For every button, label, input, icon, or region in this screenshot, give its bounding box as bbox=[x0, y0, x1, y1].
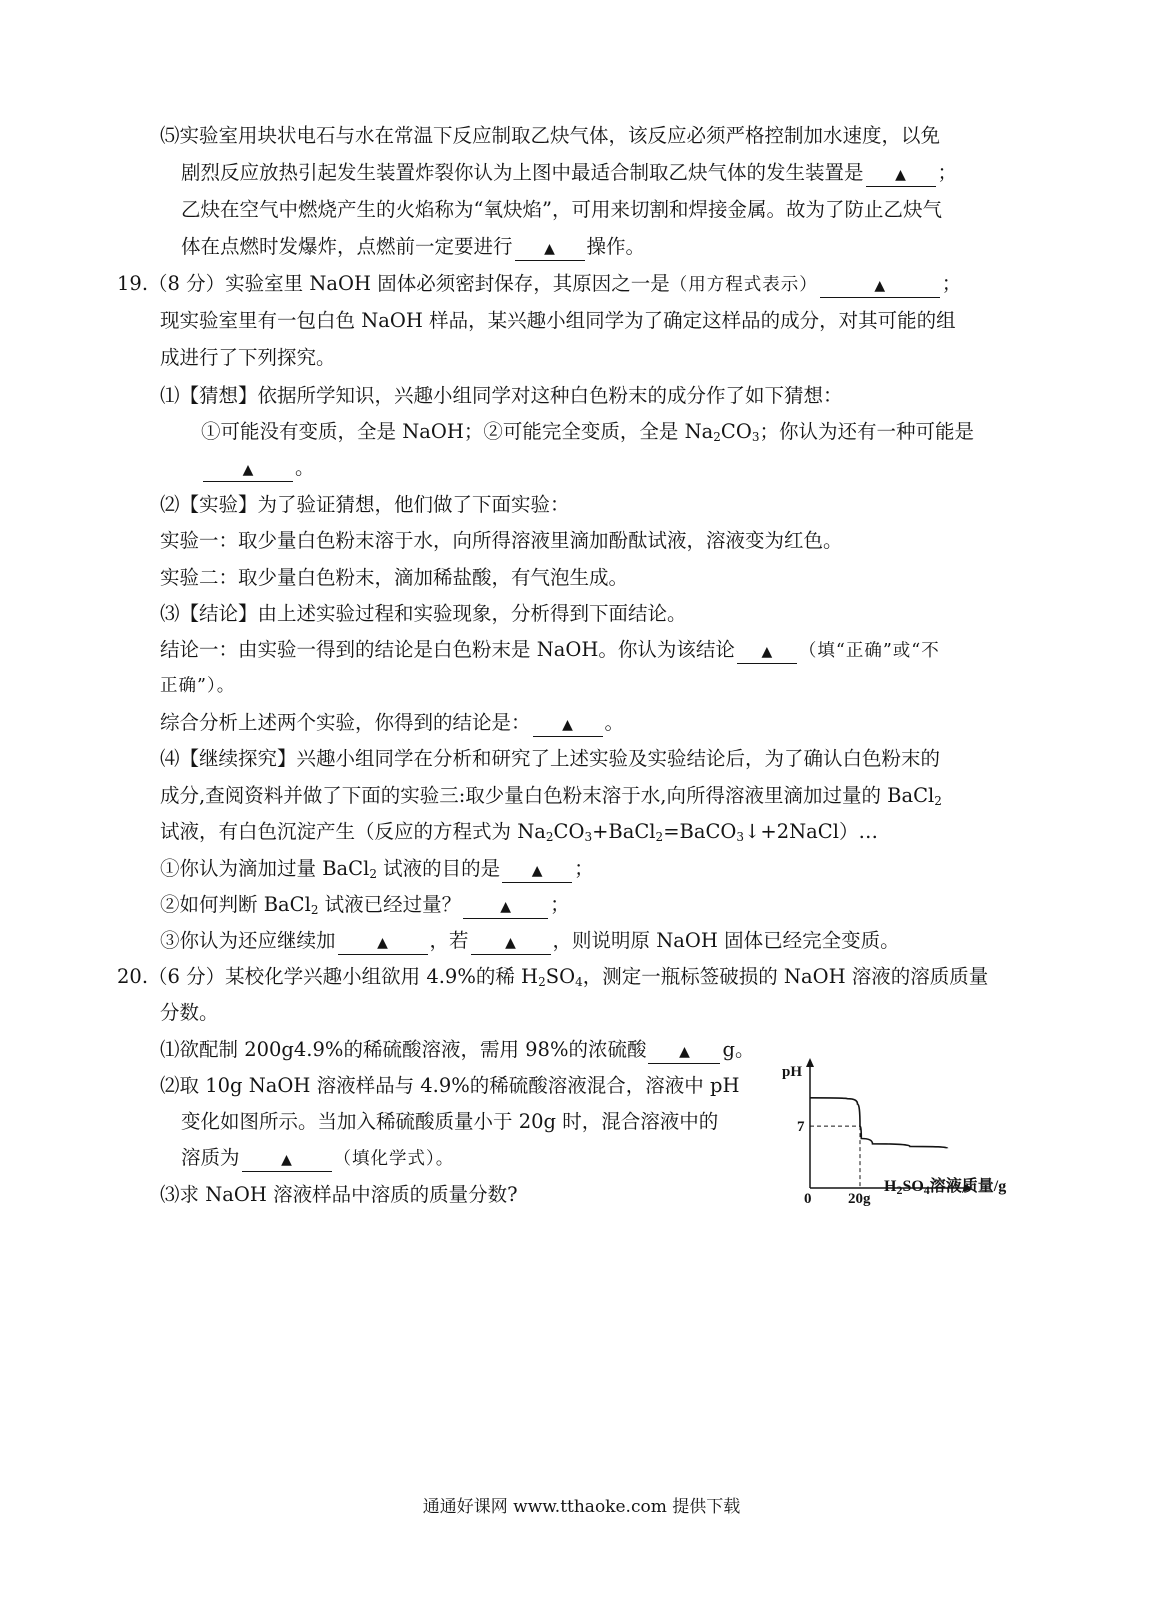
q20-text: ，测定一瓶标签破损的 NaOH 溶液的溶质质量 bbox=[582, 965, 989, 988]
x-axis-label bbox=[884, 1173, 1006, 1196]
x-tick-label: 0 bbox=[804, 1191, 812, 1207]
question-text: ； bbox=[550, 893, 570, 916]
ph-curve bbox=[810, 1098, 948, 1148]
triangle-icon: ▲ bbox=[874, 278, 886, 294]
q19-conclusion2 bbox=[160, 710, 624, 737]
q19-line3: 成进行了下列探究。 bbox=[160, 346, 336, 369]
part4-text: +BaCl bbox=[592, 820, 656, 843]
period: 。 bbox=[295, 456, 315, 479]
guess-text: ①可能没有变质，全是 NaOH；②可能完全变质，全是 Na bbox=[201, 420, 714, 443]
triangle-icon: ▲ bbox=[377, 935, 388, 951]
q19-part3: ⑶【结论】由上述实验过程和实验现象，分析得到下面结论。 bbox=[160, 602, 687, 625]
question-text: 试液已经过量？ bbox=[318, 893, 462, 916]
q18-p5-line2 bbox=[181, 160, 957, 187]
q18-p5-line1: ⑸实验室用块状电石与水在常温下反应制取乙炔气体，该反应必须严格控制加水速度，以免 bbox=[160, 124, 941, 147]
triangle-icon: ▲ bbox=[281, 1152, 292, 1168]
triangle-icon: ▲ bbox=[761, 644, 773, 660]
y-axis-arrow-icon bbox=[806, 1058, 814, 1067]
question-text: ③你认为还应继续加 bbox=[160, 929, 336, 952]
q20-text: ⑴欲配制 200g4.9%的稀硫酸溶液，需用 98%的浓硫酸 bbox=[160, 1038, 647, 1061]
answer-blank[interactable] bbox=[502, 858, 572, 883]
period: 。 bbox=[604, 711, 625, 734]
question-text: ②如何判断 BaCl bbox=[160, 893, 311, 916]
subscript: 2 bbox=[655, 830, 664, 844]
subscript: 3 bbox=[584, 830, 593, 844]
conclusion-text: 综合分析上述两个实验，你得到的结论是： bbox=[160, 711, 531, 734]
subscript: 2 bbox=[545, 830, 554, 844]
x-tick-label: 20g bbox=[848, 1191, 871, 1207]
q18-p5-line4-end: 操作。 bbox=[586, 235, 646, 258]
subscript: 3 bbox=[736, 830, 745, 844]
guess-text: ；你认为还有一种可能是 bbox=[759, 420, 974, 443]
q20-hint: （填化学式）。 bbox=[333, 1149, 455, 1169]
question-text: ，若 bbox=[429, 929, 469, 952]
y-tick-label: 7 bbox=[797, 1119, 805, 1136]
part4-text: 试液，有白色沉淀产生（反应的方程式为 Na bbox=[160, 820, 546, 843]
q18-p5-line4-text: 体在点燃时发爆炸，点燃前一定要进行 bbox=[181, 235, 513, 258]
q19-part4-line3 bbox=[160, 819, 878, 845]
y-axis-label: pH bbox=[782, 1064, 803, 1080]
q19-line1-end: ； bbox=[941, 272, 962, 295]
question-text: ①你认为滴加过量 BaCl bbox=[160, 857, 370, 880]
q19-line1-hint: （用方程式表示） bbox=[669, 275, 818, 295]
q20-text: g。 bbox=[722, 1038, 755, 1061]
conclusion-hint: （填“正确”或“不 bbox=[798, 641, 940, 661]
answer-blank[interactable] bbox=[820, 273, 940, 298]
answer-blank[interactable] bbox=[533, 712, 603, 737]
triangle-icon: ▲ bbox=[500, 899, 512, 915]
q20-part2-line1: ⑵取 10g NaOH 溶液样品与 4.9%的稀硫酸溶液混合，溶液中 pH bbox=[160, 1074, 740, 1097]
q19-line1-text: （8 分）实验室里 NaOH 固体必须密封保存，其原因之一是 bbox=[148, 272, 670, 295]
conclusion-text: 结论一：由实验一得到的结论是白色粉末是 NaOH。你认为该结论 bbox=[160, 638, 735, 661]
question-text: ； bbox=[574, 857, 594, 880]
q20-text: （6 分）某校化学兴趣小组欲用 4.9%的稀 H bbox=[148, 965, 539, 988]
q18-p5-line3: 乙炔在空气中燃烧产生的火焰称为“氧炔焰”，可用来切割和焊接金属。故为了防止乙炔气 bbox=[181, 198, 942, 221]
q18-p5-line2-text: 剧烈反应放热引起发生装置炸裂你认为上图中最适合制取乙炔气体的发生装置是 bbox=[181, 161, 864, 184]
q19-part1: ⑴【猜想】依据所学知识，兴趣小组同学对这种白色粉末的成分作了如下猜想： bbox=[160, 384, 843, 407]
subscript: 2 bbox=[538, 975, 546, 989]
footer: 通通好课网 www.tthaoke.com 提供下载 bbox=[422, 1497, 741, 1517]
q20-line2: 分数。 bbox=[160, 1001, 219, 1024]
answer-blank[interactable] bbox=[463, 894, 548, 919]
subscript: 2 bbox=[713, 430, 721, 444]
q20-part3: ⑶求 NaOH 溶液样品中溶质的质量分数? bbox=[160, 1183, 518, 1206]
q19-line2: 现实验室里有一包白色 NaOH 样品，某兴趣小组同学为了确定这样品的成分，对其可能的组 bbox=[160, 309, 956, 332]
subscript: 3 bbox=[751, 430, 760, 444]
answer-blank[interactable] bbox=[866, 162, 936, 187]
subscript: 2 bbox=[934, 794, 942, 808]
triangle-icon: ▲ bbox=[531, 863, 543, 879]
q19-part4-qc bbox=[160, 928, 900, 955]
q19-part1-guess bbox=[201, 419, 974, 445]
answer-blank[interactable] bbox=[737, 639, 797, 664]
q19-line1 bbox=[117, 271, 961, 298]
answer-blank[interactable] bbox=[338, 930, 428, 955]
answer-blank[interactable] bbox=[515, 236, 585, 261]
q18-p5-line4 bbox=[181, 234, 645, 261]
q19-part4-line1: ⑷【继续探究】兴趣小组同学在分析和研究了上述实验及实验结论后，为了确认白色粉末的 bbox=[160, 747, 941, 770]
answer-blank[interactable] bbox=[203, 457, 293, 482]
q19-part4-qb bbox=[160, 892, 570, 919]
triangle-icon: ▲ bbox=[679, 1044, 690, 1060]
part4-text: =BaCO bbox=[663, 820, 737, 843]
question-number: 20. bbox=[117, 965, 149, 988]
triangle-icon: ▲ bbox=[242, 462, 254, 478]
question-text: 试液的目的是 bbox=[376, 857, 501, 880]
question-text: ，则说明原 NaOH 固体已经完全变质。 bbox=[552, 929, 900, 952]
question-number: 19. bbox=[117, 272, 149, 295]
subscript: 2 bbox=[369, 867, 377, 881]
triangle-icon: ▲ bbox=[562, 717, 573, 733]
q19-part2: ⑵【实验】为了验证猜想，他们做了下面实验： bbox=[160, 493, 570, 516]
subscript: 2 bbox=[310, 903, 319, 917]
q20-line1 bbox=[117, 964, 988, 990]
q18-p5-line2-end: ； bbox=[937, 161, 958, 184]
answer-blank[interactable] bbox=[648, 1039, 720, 1064]
answer-blank[interactable] bbox=[242, 1147, 332, 1172]
part4-text: ↓+2NaCl）… bbox=[744, 820, 878, 843]
q20-part2-line2: 变化如图所示。当加入稀硫酸质量小于 20g 时，混合溶液中的 bbox=[181, 1110, 719, 1133]
q20-text: 溶质为 bbox=[181, 1146, 240, 1169]
subscript: 4 bbox=[575, 975, 583, 989]
q19-experiment2: 实验二：取少量白色粉末，滴加稀盐酸，有气泡生成。 bbox=[160, 566, 629, 589]
answer-blank[interactable] bbox=[471, 930, 551, 955]
q19-experiment1: 实验一：取少量白色粉末溶于水，向所得溶液里滴加酚酞试液，溶液变为红色。 bbox=[160, 529, 843, 552]
q20-part2-line3 bbox=[181, 1145, 454, 1172]
q19-conclusion1-cont: 正确”）。 bbox=[160, 676, 236, 696]
q19-conclusion1 bbox=[160, 637, 940, 664]
q20-part1 bbox=[160, 1037, 754, 1064]
q19-part1-blank-line bbox=[201, 455, 315, 482]
guess-text: CO bbox=[720, 420, 752, 443]
q20-text: SO bbox=[545, 965, 576, 988]
triangle-icon: ▲ bbox=[895, 167, 906, 183]
q19-part4-qa bbox=[160, 856, 594, 883]
part4-text: CO bbox=[553, 820, 585, 843]
triangle-icon: ▲ bbox=[505, 935, 516, 951]
x-axis-label-text: $H_2SO_4$溶液质量/g bbox=[884, 1178, 1007, 1197]
part4-text: 成分,查阅资料并做了下面的实验三:取少量白色粉末溶于水,向所得溶液里滴加过量的 BaCl bbox=[160, 784, 935, 807]
q19-part4-line2 bbox=[160, 783, 942, 809]
triangle-icon: ▲ bbox=[544, 241, 555, 257]
